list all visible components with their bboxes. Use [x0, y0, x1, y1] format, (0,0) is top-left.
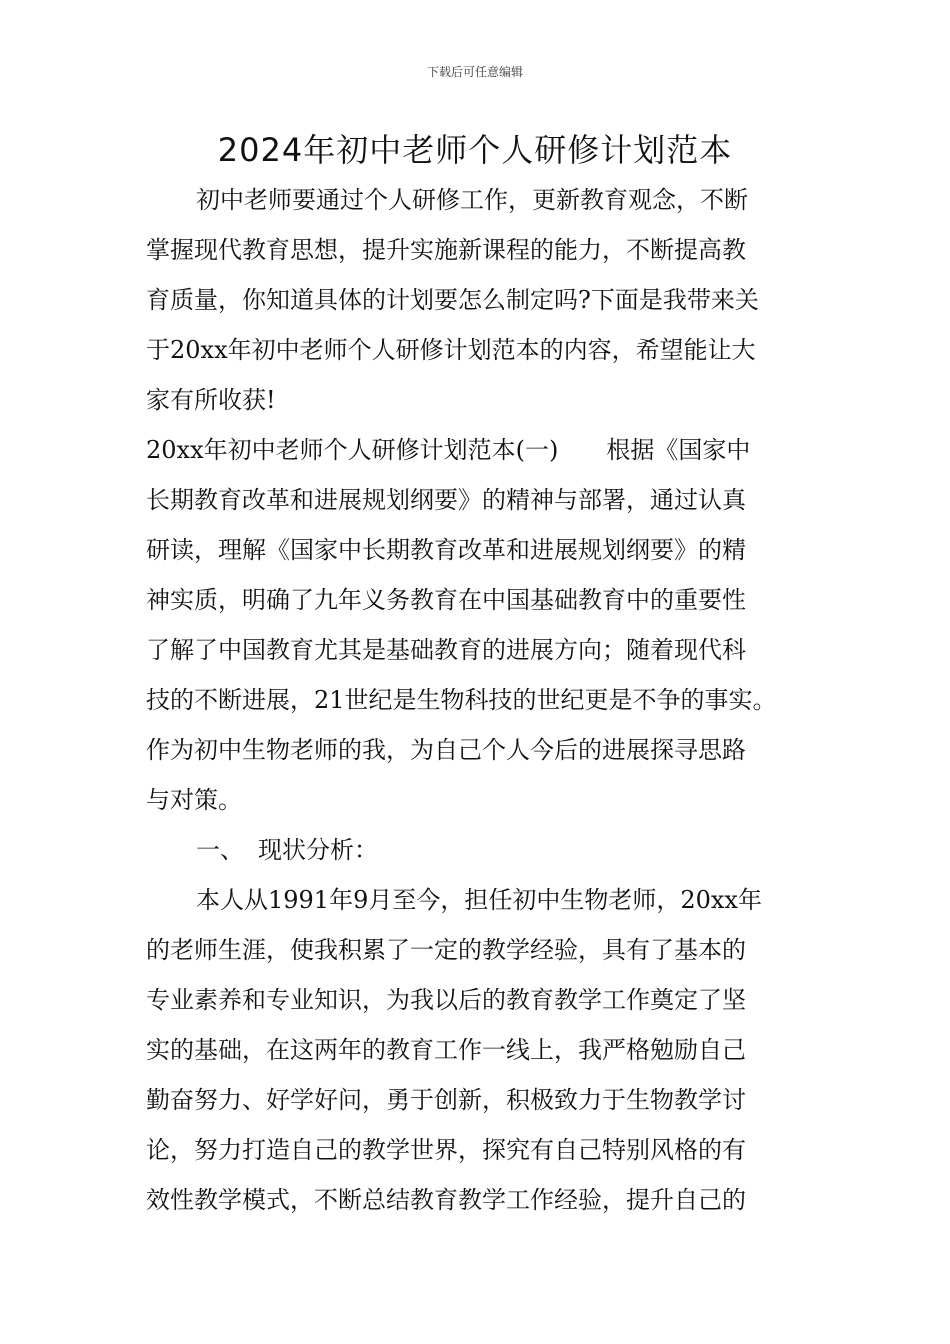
body-line-fragment: 根据《国家中	[606, 436, 751, 464]
page-header-note: 下载后可任意编辑	[426, 65, 523, 79]
body-line: 作为初中生物老师的我，为自己个人今后的进展探寻思路	[146, 736, 746, 764]
document-body	[146, 175, 826, 1225]
subsection-heading: 现状分析：	[258, 836, 378, 864]
section-heading: 20xx年初中老师个人研修计划范本(一)	[146, 436, 559, 464]
document-title: 2024年初中老师个人研修计划范本	[217, 131, 733, 169]
body-line: 本人从1991年9月至今，担任初中生物老师，20xx年	[196, 886, 762, 914]
subsection-heading-line	[146, 825, 826, 875]
body-line: 于20xx年初中老师个人研修计划范本的内容，希望能让大	[146, 336, 756, 364]
body-line: 研读，理解《国家中长期教育改革和进展规划纲要》的精	[146, 536, 746, 564]
body-line: 专业素养和专业知识，为我以后的教育教学工作奠定了坚	[146, 986, 746, 1014]
subsection-number: 一、	[196, 836, 244, 864]
body-line: 家有所收获!	[146, 386, 276, 414]
body-line: 勤奋努力、好学好问，勇于创新，积极致力于生物教学讨	[146, 1086, 746, 1114]
body-line: 实的基础，在这两年的教育工作一线上，我严格勉励自己	[146, 1036, 746, 1064]
body-line: 效性教学模式，不断总结教育教学工作经验，提升自己的	[146, 1186, 746, 1214]
body-line: 与对策。	[146, 786, 242, 814]
body-line: 的老师生涯，使我积累了一定的教学经验，具有了基本的	[146, 936, 746, 964]
body-line: 初中老师要通过个人研修工作，更新教育观念，不断	[196, 186, 748, 214]
body-line: 长期教育改革和进展规划纲要》的精神与部署，通过认真	[146, 486, 746, 514]
body-line: 育质量，你知道具体的计划要怎么制定吗?下面是我带来关	[146, 286, 759, 314]
body-line: 神实质，明确了九年义务教育在中国基础教育中的重要性	[146, 586, 746, 614]
body-line: 技的不断进展，21世纪是生物科技的世纪更是不争的事实。	[146, 686, 777, 714]
body-line: 论，努力打造自己的教学世界，探究有自己特别风格的有	[146, 1136, 746, 1164]
section-heading-line	[146, 425, 826, 475]
body-line: 了解了中国教育尤其是基础教育的进展方向；随着现代科	[146, 636, 746, 664]
body-line: 掌握现代教育思想，提升实施新课程的能力，不断提高教	[146, 236, 746, 264]
